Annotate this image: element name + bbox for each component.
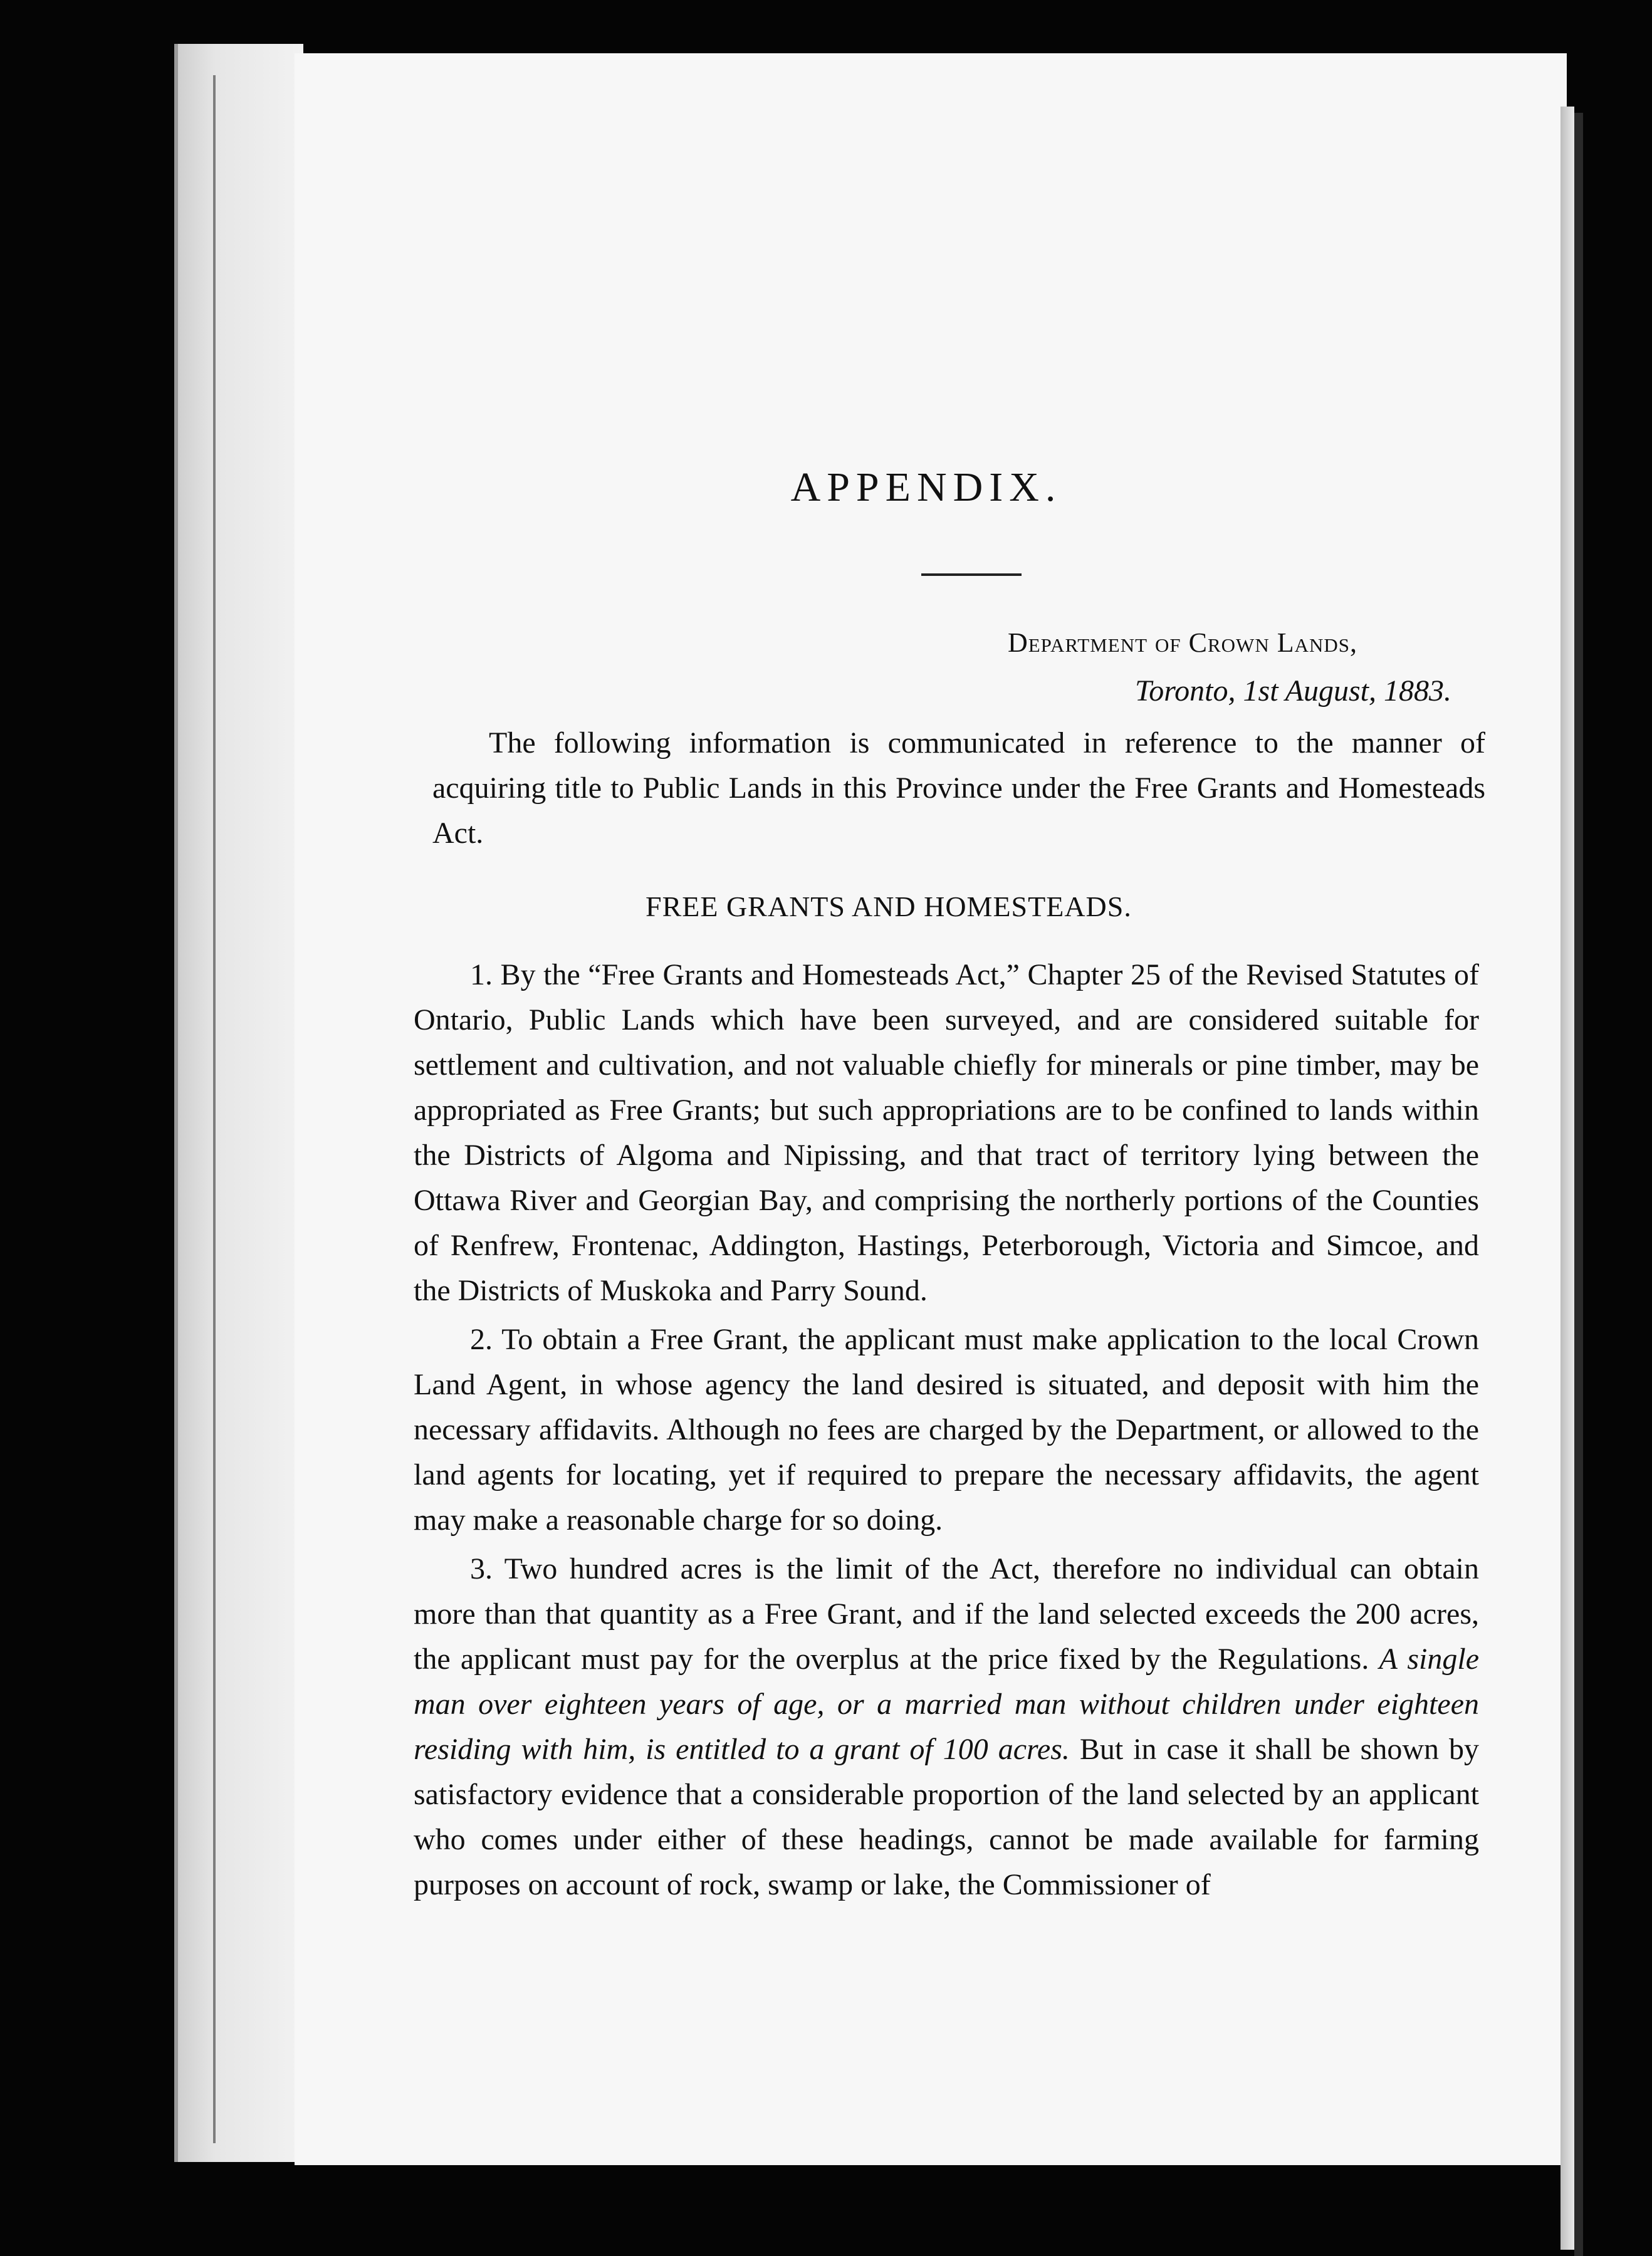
page-gutter <box>174 44 303 2162</box>
intro-paragraph: The following information is communicated in reference to the manner of acquiring title to Public Lands in this Province under the Free Grants and Homesteads Act. <box>432 726 1485 850</box>
paragraph-3-start: 3. Two hundred acres is the limit of the Act, therefore no individual can obtain more than that quantity as a Free Grant, and if the land selected exceeds the 200 acres, the applicant must pay for the overplus at the price fixed by the Regulations. <box>414 1552 1479 1676</box>
paragraph-1: 1. By the “Free Grants and Homesteads Act,” Chapter 25 of the Revised Statutes of Ontario, Public Lands which have been surveyed, and are considered suitable for settlement and cultivation, and not valuable chiefly for minerals or pine timber, may be appropriated as Free Grants; but such appropriations are to be confined to lands within the Districts of Algoma and Nipissing, and that tract of territory lying between the Ottawa River and Georgian Bay, and comprising the northerly portions of the Counties of Renfrew, Frontenac, Addington, Hastings, Peterborough, Victoria and Simcoe, and the Districts of Muskoka and Parry Sound. <box>414 958 1479 1307</box>
department-line: Department of Crown Lands, <box>1007 627 1357 658</box>
paragraph-3 <box>414 1547 1479 1908</box>
paragraph-2: 2. To obtain a Free Grant, the applicant must make application to the local Crown Land Agent, in whose agency the land desired is situated, and deposit with him the necessary affidavits. Although no fees are charged by the Department, or allowed to the land agents for locating, yet if required to prepare the necessary affidavits, the agent may make a reasonable charge for so doing. <box>414 1323 1479 1537</box>
page-right-edge <box>1561 107 1574 2250</box>
section-heading: FREE GRANTS AND HOMESTEADS. <box>646 890 1132 922</box>
place-date-line: Toronto, 1st August, 1883. <box>1134 674 1451 708</box>
body-block <box>414 953 1479 1911</box>
title-divider <box>921 573 1022 576</box>
intro-block <box>432 721 1485 856</box>
binding-edge <box>213 75 216 2143</box>
paragraph-3-end: But in case it shall be shown by satisfactory evidence that a considerable proportion of the land selected by an applicant who comes under either of these headings, cannot be made available for farming purposes on account of rock, swamp or lake, the Commissioner of <box>414 1733 1479 1901</box>
page-title: APPENDIX. <box>790 464 1062 510</box>
page-right-shadow <box>1574 113 1583 2256</box>
paragraph-3-italic: A single man over eighteen years of age, or a married man without children under eighteen residing with him, is entitled to a grant of 100 acres. <box>414 1642 1480 1766</box>
